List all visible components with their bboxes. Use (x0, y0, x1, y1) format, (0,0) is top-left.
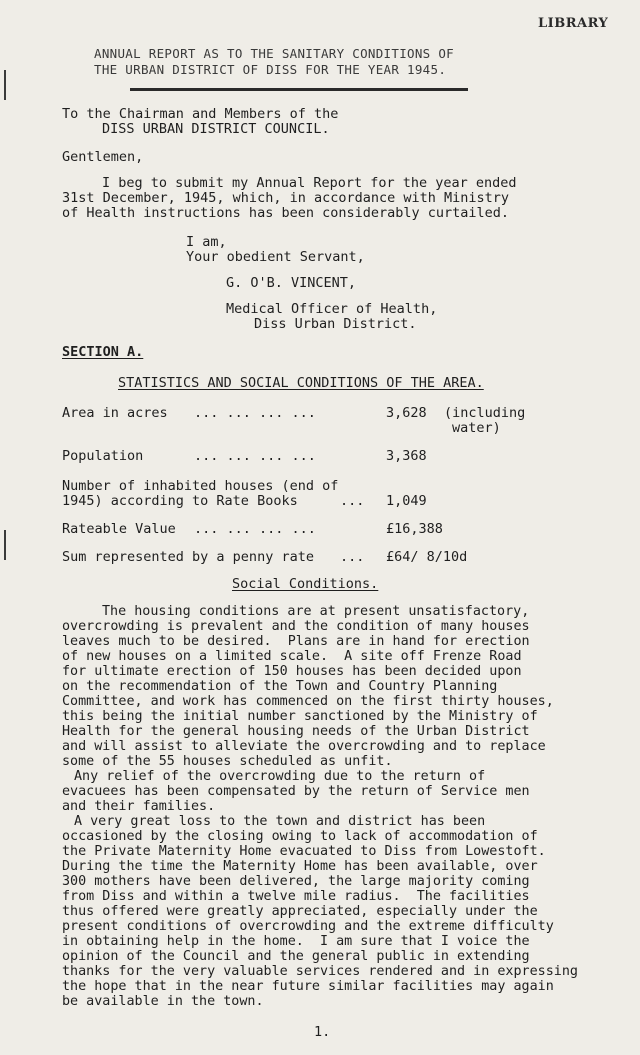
signoff-name: G. O'B. VINCENT, (226, 275, 357, 291)
stat-rateable-label: Rateable Value (62, 521, 176, 537)
paragraph-line: thanks for the very valuable services rendered and in expressing (62, 964, 578, 979)
paragraph-line: A very great loss to the town and district has been (74, 814, 486, 829)
page-number: 1. (314, 1024, 331, 1040)
stat-houses-label1: Number of inhabited houses (end of (62, 478, 339, 494)
leader-dots: ... (340, 549, 365, 565)
intro-line: I beg to submit my Annual Report for the year ended (102, 175, 517, 191)
paragraph-line: Committee, and work has commenced on the first thirty houses, (62, 694, 554, 709)
social-heading: Social Conditions. (232, 576, 379, 592)
signoff-i-am: I am, (186, 234, 227, 250)
paragraph-line: on the recommendation of the Town and Country Planning (62, 679, 498, 694)
paragraph-line: in obtaining help in the home. I am sure that I voice the (62, 934, 530, 949)
report-title-line2: THE URBAN DISTRICT OF DISS FOR THE YEAR 1945. (94, 62, 447, 77)
paragraph-line: evacuees has been compensated by the return of Service men (62, 784, 530, 799)
stat-area-label: Area in acres (62, 405, 168, 421)
leader-dots: ... (340, 493, 365, 509)
paragraph-line: Any relief of the overcrowding due to the return of (74, 769, 486, 784)
signoff-title: Medical Officer of Health, (226, 301, 438, 317)
intro-line: of Health instructions has been considerably curtailed. (62, 205, 510, 221)
intro-line: 31st December, 1945, which, in accordance with Ministry (62, 190, 510, 206)
stat-penny-label: Sum represented by a penny rate (62, 549, 314, 565)
paragraph-line: for ultimate erection of 150 houses has been decided upon (62, 664, 522, 679)
salutation: Gentlemen, (62, 149, 144, 165)
address-line2: DISS URBAN DISTRICT COUNCIL. (102, 121, 330, 137)
paragraph-line: During the time the Maternity Home has been available, over (62, 859, 538, 874)
stats-heading: STATISTICS AND SOCIAL CONDITIONS OF THE AREA. (118, 375, 484, 391)
paragraph-line: the hope that in the near future similar facilities may again (62, 979, 554, 994)
leader-dots: ... ... ... ... (194, 448, 316, 464)
paragraph-line: and their families. (62, 799, 216, 814)
stat-area-note2: water) (452, 420, 501, 436)
signoff-district: Diss Urban District. (254, 316, 417, 332)
report-title-line1: ANNUAL REPORT AS TO THE SANITARY CONDITIONS OF (94, 46, 454, 61)
stat-penny-value: £64/ 8/10d (386, 549, 468, 565)
paragraph-line: be available in the town. (62, 994, 264, 1009)
paragraph-line: from Diss and within a twelve mile radius. The facilities (62, 889, 530, 904)
stat-houses-label2: 1945) according to Rate Books (62, 493, 298, 509)
paragraph-line: Health for the general housing needs of the Urban District (62, 724, 530, 739)
paragraph-line: leaves much to be desired. Plans are in hand for erection (62, 634, 530, 649)
stat-rateable-value: £16,388 (386, 521, 443, 537)
left-margin-mark-top (4, 70, 6, 100)
header-rule (130, 88, 468, 91)
paragraph-line: thus offered were greatly appreciated, especially under the (62, 904, 538, 919)
paragraph-line: of new houses on a limited scale. A site off Frenze Road (62, 649, 522, 664)
paragraph-line: present conditions of overcrowding and the extreme difficulty (62, 919, 554, 934)
paragraph-line: occasioned by the closing owing to lack of accommodation of (62, 829, 538, 844)
paragraph-line: overcrowding is prevalent and the condition of many houses (62, 619, 530, 634)
paragraph-line: 300 mothers have been delivered, the large majority coming (62, 874, 530, 889)
paragraph-line: The housing conditions are at present unsatisfactory, (102, 604, 530, 619)
leader-dots: ... ... ... ... (194, 521, 316, 537)
paragraph-line: this being the initial number sanctioned by the Ministry of (62, 709, 538, 724)
paragraph-line: opinion of the Council and the general public in extending (62, 949, 530, 964)
leader-dots: ... ... ... ... (194, 405, 316, 421)
stat-houses-value: 1,049 (386, 493, 427, 509)
paragraph-line: and will assist to alleviate the overcrowding and to replace (62, 739, 546, 754)
paragraph-line: some of the 55 houses scheduled as unfit. (62, 754, 393, 769)
section-heading: SECTION A. (62, 344, 144, 360)
signoff-servant: Your obedient Servant, (186, 249, 365, 265)
paragraph-line: the Private Maternity Home evacuated to Diss from Lowestoft. (62, 844, 546, 859)
address-line1: To the Chairman and Members of the (62, 106, 339, 122)
stat-population-label: Population (62, 448, 144, 464)
library-stamp: LIBRARY (538, 16, 609, 31)
stat-area-value: 3,628 (386, 405, 427, 421)
stat-area-note1: (including (444, 405, 526, 421)
stat-population-value: 3,368 (386, 448, 427, 464)
left-margin-mark-bottom (4, 530, 6, 560)
